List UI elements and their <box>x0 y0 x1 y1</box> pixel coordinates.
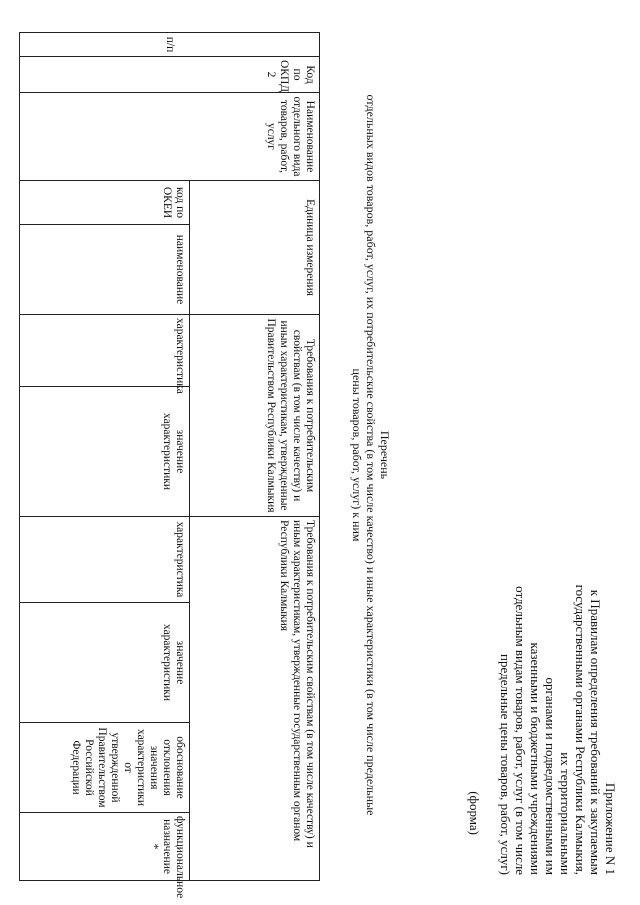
appendix-line: их территориальными <box>558 752 573 875</box>
requirements-table <box>19 32 320 899</box>
col-gov-val-header: значение характеристики <box>20 387 190 517</box>
col-name-header: Наименование отдельного вида товаров, работ, услуг <box>20 93 320 181</box>
appendix-line: государственными органами Республики Калмыкия, <box>573 584 588 875</box>
col-org-val-header: значение характеристики <box>20 603 190 723</box>
col-org-char-header: характеристика <box>20 517 190 603</box>
col-org-req-header: Требования к потребительским свойствам (в том числе качеству) и иным характеристикам, утвержденные государственным органом Республики Калмыкия <box>190 517 320 881</box>
list-heading <box>350 20 392 890</box>
list-subtitle-line: отдельных видов товаров, работ, услуг, их потребительские свойства (в том числе качество) и иные характеристики (в том числе предельные <box>364 94 378 816</box>
list-title: Перечень <box>378 430 392 480</box>
appendix-title: Приложение N 1 <box>603 782 618 875</box>
col-unit-name-header: наименование <box>20 225 190 315</box>
appendix-line: органами и подведомственными им <box>543 677 558 875</box>
col-gov-char-header: характеристика <box>20 315 190 387</box>
appendix-header <box>467 315 618 875</box>
appendix-line: к Правилам определения требований к закупаемым <box>588 589 603 875</box>
list-subtitle-line: цены товаров, работ, услуг) к ним <box>350 368 364 542</box>
col-okpd-header: Код по ОКПД 2 <box>20 57 320 93</box>
form-label: (форма) <box>467 791 482 835</box>
col-unit-header: Единица измерения <box>190 181 320 315</box>
appendix-line: предельные цены товаров, работ, услуг) <box>498 654 513 875</box>
col-org-func-header: функциональное назначение * <box>20 813 190 881</box>
col-gov-req-header: Требования к потребительским свойствам (в том числе качеству) и иным характеристикам, утвержденные Правительством Республики Калмыкия <box>190 315 320 517</box>
col-number-header: п/п <box>20 33 320 57</box>
appendix-line: казенными и бюджетными учреждениями <box>528 642 543 875</box>
col-org-just-header: обоснование отклонения значения характеристики от утвержденной Правительством Российской Федерации <box>20 723 190 813</box>
col-unit-okei-header: код по ОКЕИ <box>20 181 190 225</box>
appendix-line: отдельным видам товаров, работ, услуг (в том числе <box>513 586 528 875</box>
